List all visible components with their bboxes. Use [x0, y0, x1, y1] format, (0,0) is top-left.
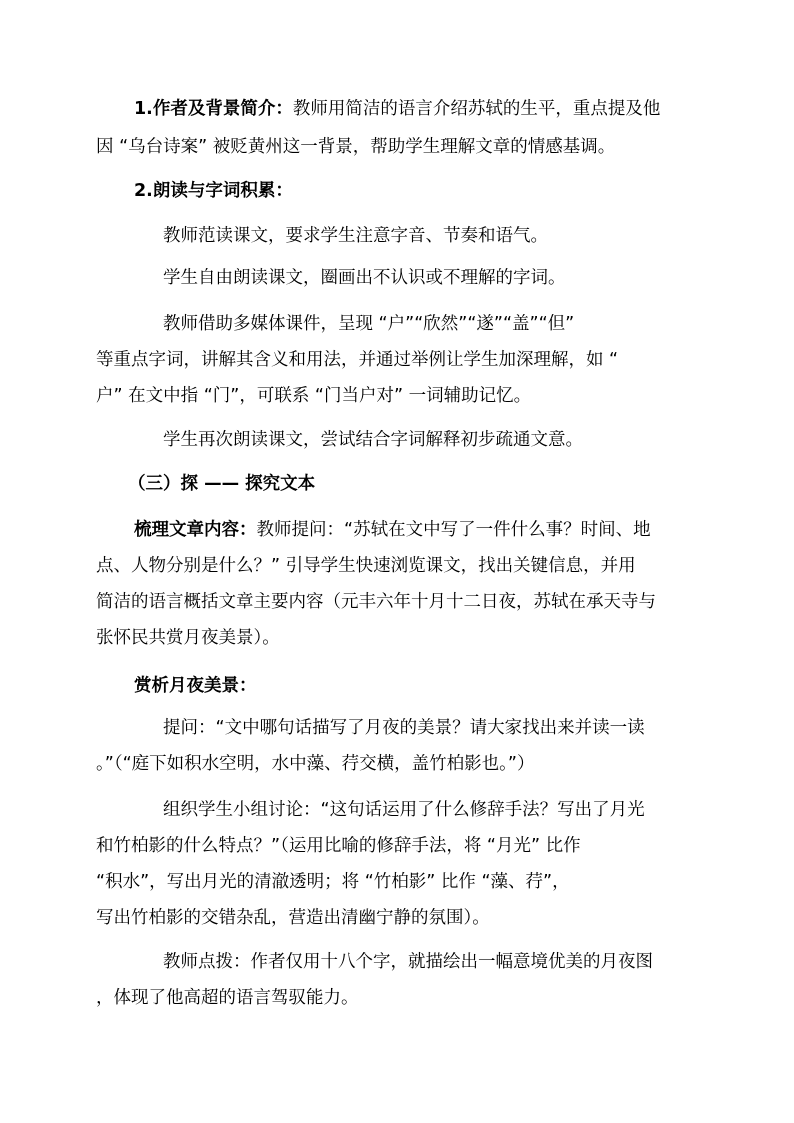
section2-paragraph-4: 学生再次朗读课文，尝试结合字词解释初步疏通文意。: [163, 430, 583, 450]
sort-content-line1: [134, 518, 651, 542]
appreciate-label: 赏析月夜美景：: [134, 676, 257, 696]
sort-content-line2: 点、人物分别是什么？” 引导学生快速浏览课文，找出关键信息，并用: [96, 556, 636, 576]
section1-line1: [134, 97, 660, 121]
section2-heading: 2.朗读与字词积累：: [134, 181, 293, 201]
section2-paragraph-3-line3: 户” 在文中指 “门”，可联系 “门当户对” 一词辅助记忆。: [96, 386, 532, 406]
sort-content-text: 教师提问：“苏轼在文中写了一件什么事？时间、地: [256, 520, 651, 540]
group-discussion-line4: 写出竹柏影的交错杂乱，营造出清幽宁静的氛围）。: [96, 908, 490, 928]
section2-paragraph-1: 教师范读课文，要求学生注意字音、节奏和语气。: [163, 226, 548, 246]
teacher-tip-line1: 教师点拨：作者仅用十八个字，就描绘出一幅意境优美的月夜图: [163, 952, 653, 972]
sort-content-line4: 张怀民共赏月夜美景）。: [96, 628, 280, 648]
question-line1: 提问：“文中哪句话描写了月夜的美景？请大家找出来并读一读: [163, 718, 645, 738]
teacher-tip-line2: ，体现了他高超的语言驾驭能力。: [96, 988, 359, 1008]
section3-heading: （三）探 —— 探究文本: [128, 474, 316, 494]
sort-content-label: 梳理文章内容：: [134, 520, 257, 540]
section2-paragraph-3-line1: 教师借助多媒体课件，呈现 “户”“欣然”“遂”“盖”“但”: [163, 314, 575, 334]
section2-paragraph-2: 学生自由朗读课文，圈画出不认识或不理解的字词。: [163, 268, 566, 288]
section2-paragraph-3-line2: 等重点字词，讲解其含义和用法，并通过举例让学生加深理解，如 “: [96, 350, 619, 370]
group-discussion-line1: 组织学生小组讨论：“这句话运用了什么修辞手法？写出了月光: [163, 800, 645, 820]
question-line2: 。”（“庭下如积水空明，水中藻、荇交横，盖竹柏影也。”）: [96, 754, 535, 774]
group-discussion-line2: 和竹柏影的什么特点？”（运用比喻的修辞手法，将 “月光” 比作: [96, 836, 581, 856]
section1-heading: 1.作者及背景简介：: [134, 99, 293, 119]
section1-line2: 因 “乌台诗案” 被贬黄州这一背景，帮助学生理解文章的情感基调。: [96, 137, 616, 157]
group-discussion-line3: “积水”，写出月光的清澈透明；将 “竹柏影” 比作 “藻、荇”，: [96, 872, 570, 892]
section1-line1-text: 教师用简洁的语言介绍苏轼的生平，重点提及他: [292, 99, 661, 119]
sort-content-line3: 简洁的语言概括文章主要内容（元丰六年十月十二日夜，苏轼在承天寺与: [96, 592, 656, 612]
